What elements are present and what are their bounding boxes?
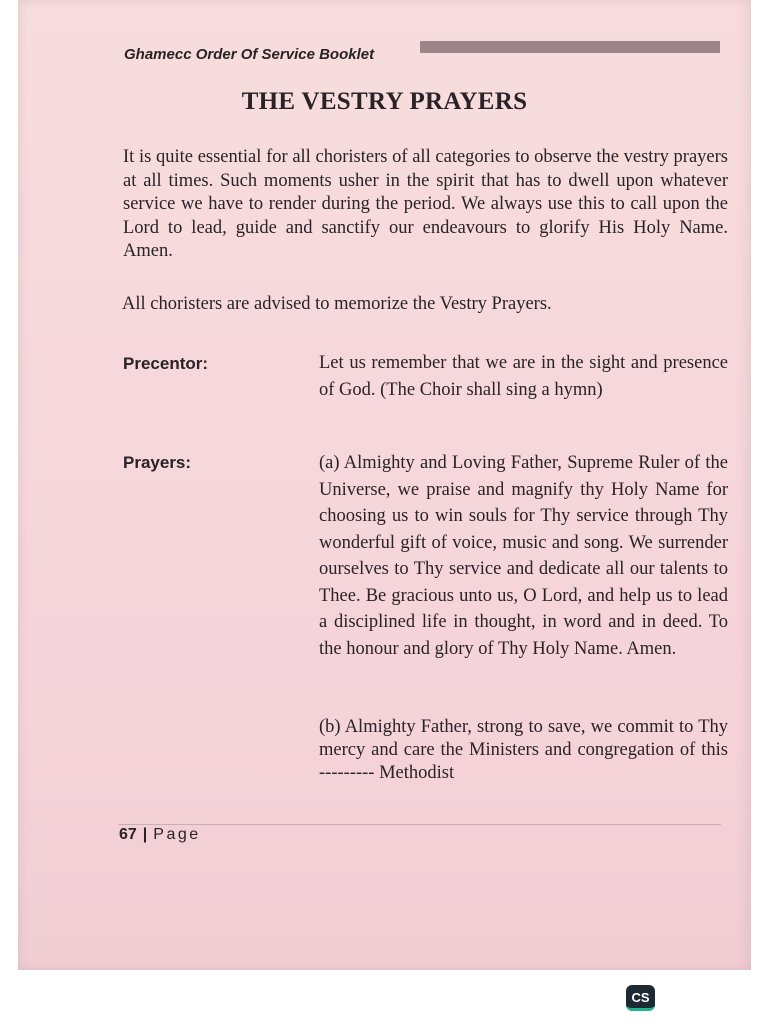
precentor-text: Let us remember that we are in the sight and presence of God. (The Choir shall sing a hymn) bbox=[319, 353, 728, 400]
header-bar bbox=[420, 41, 720, 53]
page-number: 67 bbox=[119, 826, 137, 843]
precentor-label: Precentor: bbox=[123, 354, 209, 373]
page-label: Page bbox=[153, 826, 201, 843]
prayer-b-text: (b) Almighty Father, strong to save, we commit to Thy mercy and care the Ministers and congregation of this --------- Methodist bbox=[319, 717, 728, 783]
booklet-header: Ghamecc Order Of Service Booklet bbox=[124, 46, 375, 63]
advice-paragraph: All choristers are advised to memorize the Vestry Prayers. bbox=[122, 294, 552, 314]
footer-divider bbox=[118, 824, 721, 825]
prayer-a-text: (a) Almighty and Loving Father, Supreme Ruler of the Universe, we praise and magnify thy Holy Name for choosing us to win souls for Thy service through Thy wonderful gift of voice, music and song. We surrender ourselves to Thy service and dedicate all our talents to Thee. Be gracious unto us, O Lord, and help us to lead a disciplined life in thought, in word and in deed. To the honour and glory of Thy Holy Name. Amen. bbox=[319, 453, 728, 659]
camscanner-logo-icon: CS bbox=[626, 985, 655, 1011]
footer-separator: | bbox=[142, 826, 148, 843]
document-page bbox=[18, 0, 751, 970]
page-title: THE VESTRY PRAYERS bbox=[241, 88, 528, 115]
intro-paragraph: It is quite essential for all choristers of all categories to observe the vestry prayers at all times. Such moments usher in the spirit that has to dwell upon whatever service we have to render during the period. We always use this to call upon the Lord to lead, guide and sanctify our endeavours to glorify His Holy Name. Amen. bbox=[123, 147, 728, 261]
page-footer bbox=[119, 826, 201, 844]
prayers-label: Prayers: bbox=[123, 453, 192, 472]
